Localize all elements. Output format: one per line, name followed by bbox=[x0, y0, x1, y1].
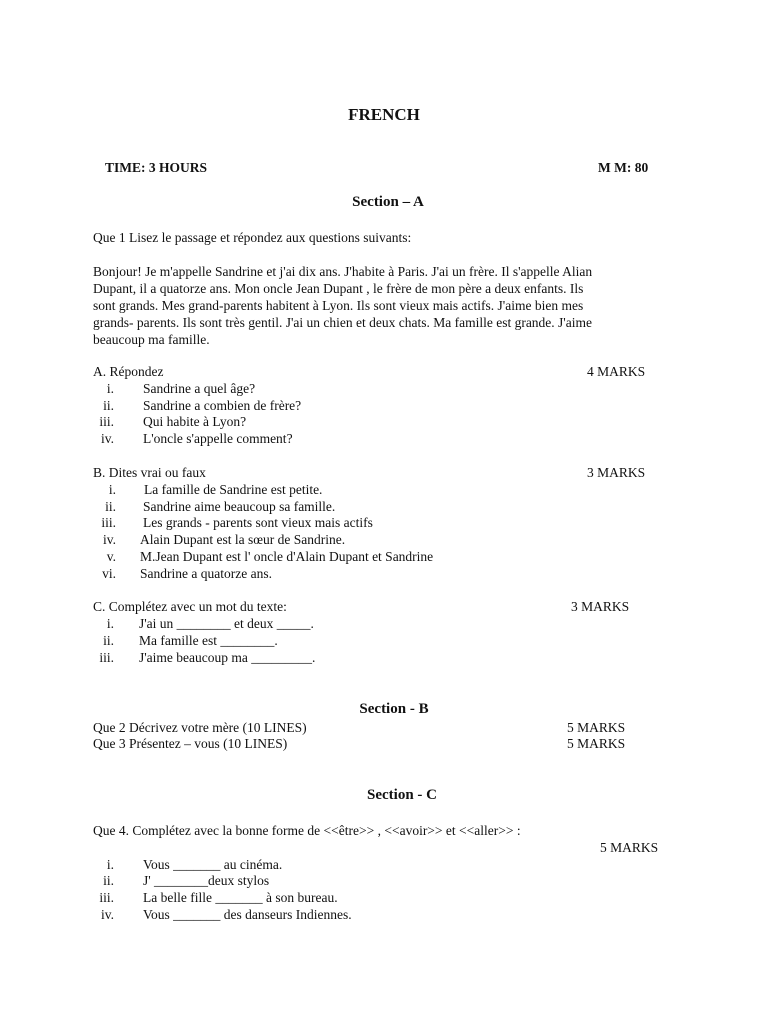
list-item-number: ii. bbox=[105, 499, 116, 514]
list-item: La famille de Sandrine est petite. bbox=[144, 482, 323, 497]
passage-line: beaucoup ma famille. bbox=[93, 332, 210, 347]
list-item: La belle fille _______ à son bureau. bbox=[143, 890, 338, 905]
list-item-number: i. bbox=[106, 616, 114, 631]
section-a-heading: Section – A bbox=[352, 194, 424, 210]
list-item: J'ai un ________ et deux _____. bbox=[139, 616, 314, 631]
list-item-number: i. bbox=[106, 857, 114, 872]
q4-intro: Que 4. Complétez avec la bonne forme de <<être>> , <<avoir>> et <<aller>> : bbox=[93, 823, 521, 838]
list-item: Sandrine aime beaucoup sa famille. bbox=[143, 499, 336, 514]
list-item: J' ________deux stylos bbox=[143, 873, 270, 888]
list-item-number: iii. bbox=[99, 890, 114, 905]
list-item: Qui habite à Lyon? bbox=[143, 414, 247, 429]
part-c-label: C. Complétez avec un mot du texte: bbox=[93, 599, 287, 614]
list-item: Sandrine a quatorze ans. bbox=[140, 566, 272, 581]
list-item-number: iii. bbox=[99, 650, 114, 665]
list-item: Ma famille est ________. bbox=[139, 633, 278, 648]
list-item: Sandrine a combien de frère? bbox=[143, 398, 302, 413]
q2-text: Que 2 Décrivez votre mère (10 LINES) bbox=[93, 720, 307, 735]
passage-line: Bonjour! Je m'appelle Sandrine et j'ai dix ans. J'habite à Paris. J'ai un frère. Il s'appelle Alian bbox=[93, 264, 593, 279]
list-item: Alain Dupant est la sœur de Sandrine. bbox=[140, 532, 346, 547]
list-item: Vous _______ au cinéma. bbox=[143, 857, 283, 872]
list-item-number: ii. bbox=[103, 398, 114, 413]
list-item: Vous _______ des danseurs Indiennes. bbox=[143, 907, 352, 922]
q2-marks: 5 MARKS bbox=[567, 720, 626, 735]
list-item-number: i. bbox=[106, 381, 114, 396]
passage-line: grands- parents. Ils sont très gentil. J'ai un chien et deux chats. Ma famille est grande. J'aime bbox=[93, 315, 592, 330]
list-item-number: ii. bbox=[103, 633, 114, 648]
q4-marks: 5 MARKS bbox=[600, 840, 659, 855]
section-c-heading: Section - C bbox=[367, 787, 437, 803]
part-a-marks: 4 MARKS bbox=[587, 364, 646, 379]
list-item-number: iv. bbox=[101, 431, 114, 446]
part-b-marks: 3 MARKS bbox=[587, 465, 646, 480]
list-item-number: v. bbox=[106, 549, 116, 564]
list-item: J'aime beaucoup ma _________. bbox=[139, 650, 316, 665]
list-item-number: vi. bbox=[102, 566, 116, 581]
list-item: Sandrine a quel âge? bbox=[143, 381, 256, 396]
exam-time: TIME: 3 HOURS bbox=[105, 160, 208, 175]
part-b-label: B. Dites vrai ou faux bbox=[93, 465, 206, 480]
list-item: L'oncle s'appelle comment? bbox=[143, 431, 293, 446]
q3-marks: 5 MARKS bbox=[567, 736, 626, 751]
passage-line: Dupant, il a quatorze ans. Mon oncle Jean Dupant , le frère de mon père a deux enfants. Ils bbox=[93, 281, 584, 296]
q1-intro: Que 1 Lisez le passage et répondez aux questions suivants: bbox=[93, 230, 412, 245]
part-c-marks: 3 MARKS bbox=[571, 599, 630, 614]
list-item-number: ii. bbox=[103, 873, 114, 888]
list-item-number: iv. bbox=[101, 907, 114, 922]
passage-line: sont grands. Mes grand-parents habitent à Lyon. Ils sont vieux mais actifs. J'aime bien mes bbox=[93, 298, 584, 313]
page-title: FRENCH bbox=[348, 105, 420, 124]
list-item-number: iii. bbox=[99, 414, 114, 429]
list-item-number: i. bbox=[108, 482, 116, 497]
q3-text: Que 3 Présentez – vous (10 LINES) bbox=[93, 736, 288, 751]
part-a-label: A. Répondez bbox=[93, 364, 164, 379]
max-marks: M M: 80 bbox=[598, 160, 649, 175]
reading-passage bbox=[93, 263, 673, 348]
list-item: Les grands - parents sont vieux mais actifs bbox=[143, 515, 373, 530]
list-item-number: iii. bbox=[101, 515, 116, 530]
list-item: M.Jean Dupant est l' oncle d'Alain Dupant et Sandrine bbox=[140, 549, 434, 564]
section-b-heading: Section - B bbox=[359, 701, 429, 717]
list-item-number: iv. bbox=[103, 532, 116, 547]
